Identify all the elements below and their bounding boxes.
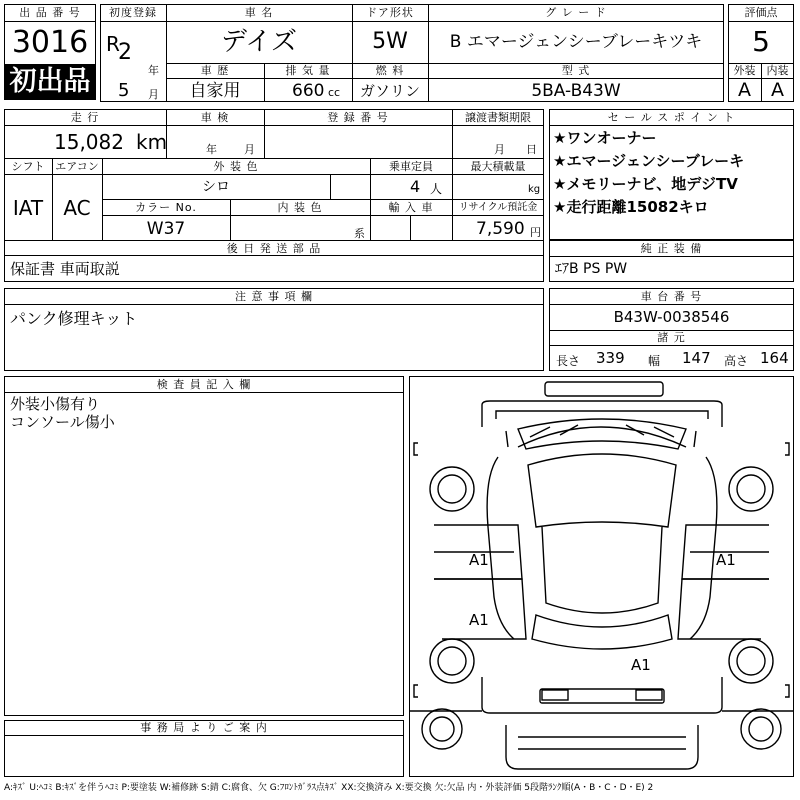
sales-point-3: ★メモリーナビ、地デジTV: [553, 175, 738, 193]
inspection-month-unit: 月: [244, 143, 255, 156]
office-label: 事 務 局 よ り ご 案 内: [140, 721, 268, 734]
chassis-number: B43W-0038546: [613, 308, 730, 326]
height-label: 高さ: [724, 354, 749, 368]
interior-score-label: 内装: [766, 64, 789, 77]
inspection-label: 車 検: [200, 111, 230, 124]
width-label: 幅: [648, 354, 661, 368]
capacity-label: 乗車定員: [389, 160, 433, 173]
length-label: 長さ: [556, 354, 581, 368]
transfer-deadline-label: 譲渡書類期限: [465, 111, 531, 124]
km-unit: km: [136, 130, 168, 154]
grade: B エマージェンシーブレーキツキ: [449, 32, 703, 52]
sales-points-label: セ ー ル ス ポ イ ン ト: [607, 111, 736, 124]
notes-text: パンク修理キット: [10, 309, 138, 328]
notes-label: 注 意 事 項 欄: [235, 290, 313, 303]
first-reg-label: 初度登録: [109, 6, 157, 19]
import-label: 輸 入 車: [388, 201, 434, 214]
ac-label: エアコン: [55, 160, 99, 173]
overall-score: 5: [752, 25, 770, 58]
lot-number: 3016: [11, 25, 89, 60]
later-parts-label: 後 日 発 送 部 品: [226, 242, 322, 255]
later-parts: 保証書 車両取説: [10, 260, 120, 278]
mileage: 15,082: [54, 130, 124, 154]
color-no-label: カラー No.: [135, 201, 197, 214]
exterior-score: A: [738, 79, 751, 101]
damage-mark-rear-hatch: A1: [631, 656, 651, 674]
door-label: ドア形状: [366, 6, 414, 19]
air-conditioner: AC: [63, 196, 91, 220]
chassis-label: 車 台 番 号: [640, 290, 703, 303]
exterior-color: シロ: [202, 179, 230, 195]
month-unit: 月: [148, 88, 159, 101]
inspector-line-1: 外装小傷有り: [10, 395, 101, 413]
era: R: [106, 32, 120, 56]
shift-label: シフト: [11, 160, 45, 173]
registration-label: 登 録 番 号: [327, 111, 389, 124]
transfer-day-unit: 日: [526, 143, 537, 156]
interior-color-label: 内 装 色: [277, 201, 323, 214]
cc-unit: cc: [328, 86, 341, 99]
specs-label: 諸 元: [657, 331, 686, 344]
year-unit: 年: [148, 64, 159, 77]
fuel-label: 燃 料: [375, 64, 405, 77]
exterior-color-label: 外 装 色: [213, 160, 259, 173]
inspector-line-2: コンソール傷小: [10, 413, 115, 431]
color-number: W37: [146, 219, 186, 239]
transfer-month-unit: 月: [494, 143, 505, 156]
interior-score: A: [771, 79, 784, 101]
yen-unit: 円: [530, 226, 541, 239]
reg-year: 2: [118, 40, 132, 65]
reg-month: 5: [118, 80, 130, 101]
max-load-label: 最大積載量: [470, 160, 526, 173]
sales-point-4: ★走行距離15082キロ: [553, 198, 709, 216]
genuine-equipment-label: 純 正 装 備: [640, 242, 703, 255]
height: 164: [760, 349, 789, 367]
length: 339: [596, 349, 625, 367]
door-type: 5W: [372, 29, 408, 54]
inspector-label: 検 査 員 記 入 欄: [156, 378, 252, 391]
sales-point-1: ★ワンオーナー: [553, 129, 657, 147]
recycle-fee: 7,590: [476, 219, 525, 239]
damage-mark-left-rear-door: A1: [469, 611, 489, 629]
history-label: 車 歴: [200, 64, 230, 77]
car-name: デイズ: [221, 27, 297, 57]
score-label: 評価点: [744, 6, 778, 19]
car-name-label: 車 名: [244, 6, 274, 19]
exterior-score-label: 外装: [733, 64, 756, 77]
width: 147: [682, 349, 711, 367]
car-diagram: [409, 376, 794, 777]
kg-unit: kg: [528, 184, 541, 195]
capacity-unit: 人: [430, 182, 443, 196]
interior-color-suffix: 系: [354, 227, 365, 240]
capacity: 4: [410, 177, 421, 196]
genuine-equipment: ｴｱB PS PW: [555, 261, 628, 277]
shift: IAT: [12, 196, 44, 220]
displacement: 660: [292, 81, 325, 101]
recycle-label: リサイクル預託金: [458, 202, 538, 213]
mileage-label: 走 行: [70, 111, 100, 124]
grade-label: グ レ ー ド: [545, 6, 607, 19]
first-listing-badge: 初出品: [5, 64, 95, 99]
legend-text: A:ｷｽﾞ U:ﾍｺﾐ B:ｷｽﾞを伴うﾍｺﾐ P:要塗装 W:補修跡 S:錆 C:腐食、欠 G:ﾌﾛﾝﾄｶﾞﾗｽ点ｷｽﾞ XX:交換済み X:要交換 欠:欠品 内・外装評価 5段階ﾗﾝｸ順(A・B・C・D・E) 2: [4, 783, 654, 793]
inspection-year-unit: 年: [206, 143, 217, 156]
displacement-label: 排 気 量: [285, 64, 331, 77]
model-code: 5BA-B43W: [531, 81, 621, 101]
fuel: ガソリン: [359, 82, 420, 100]
damage-mark-left-front-door: A1: [469, 551, 489, 569]
model-label: 型 式: [561, 64, 591, 77]
history: 自家用: [189, 81, 241, 101]
damage-mark-right-front-door: A1: [716, 551, 736, 569]
sales-point-2: ★エマージェンシーブレーキ: [553, 152, 745, 170]
lot-number-label: 出 品 番 号: [19, 6, 81, 19]
